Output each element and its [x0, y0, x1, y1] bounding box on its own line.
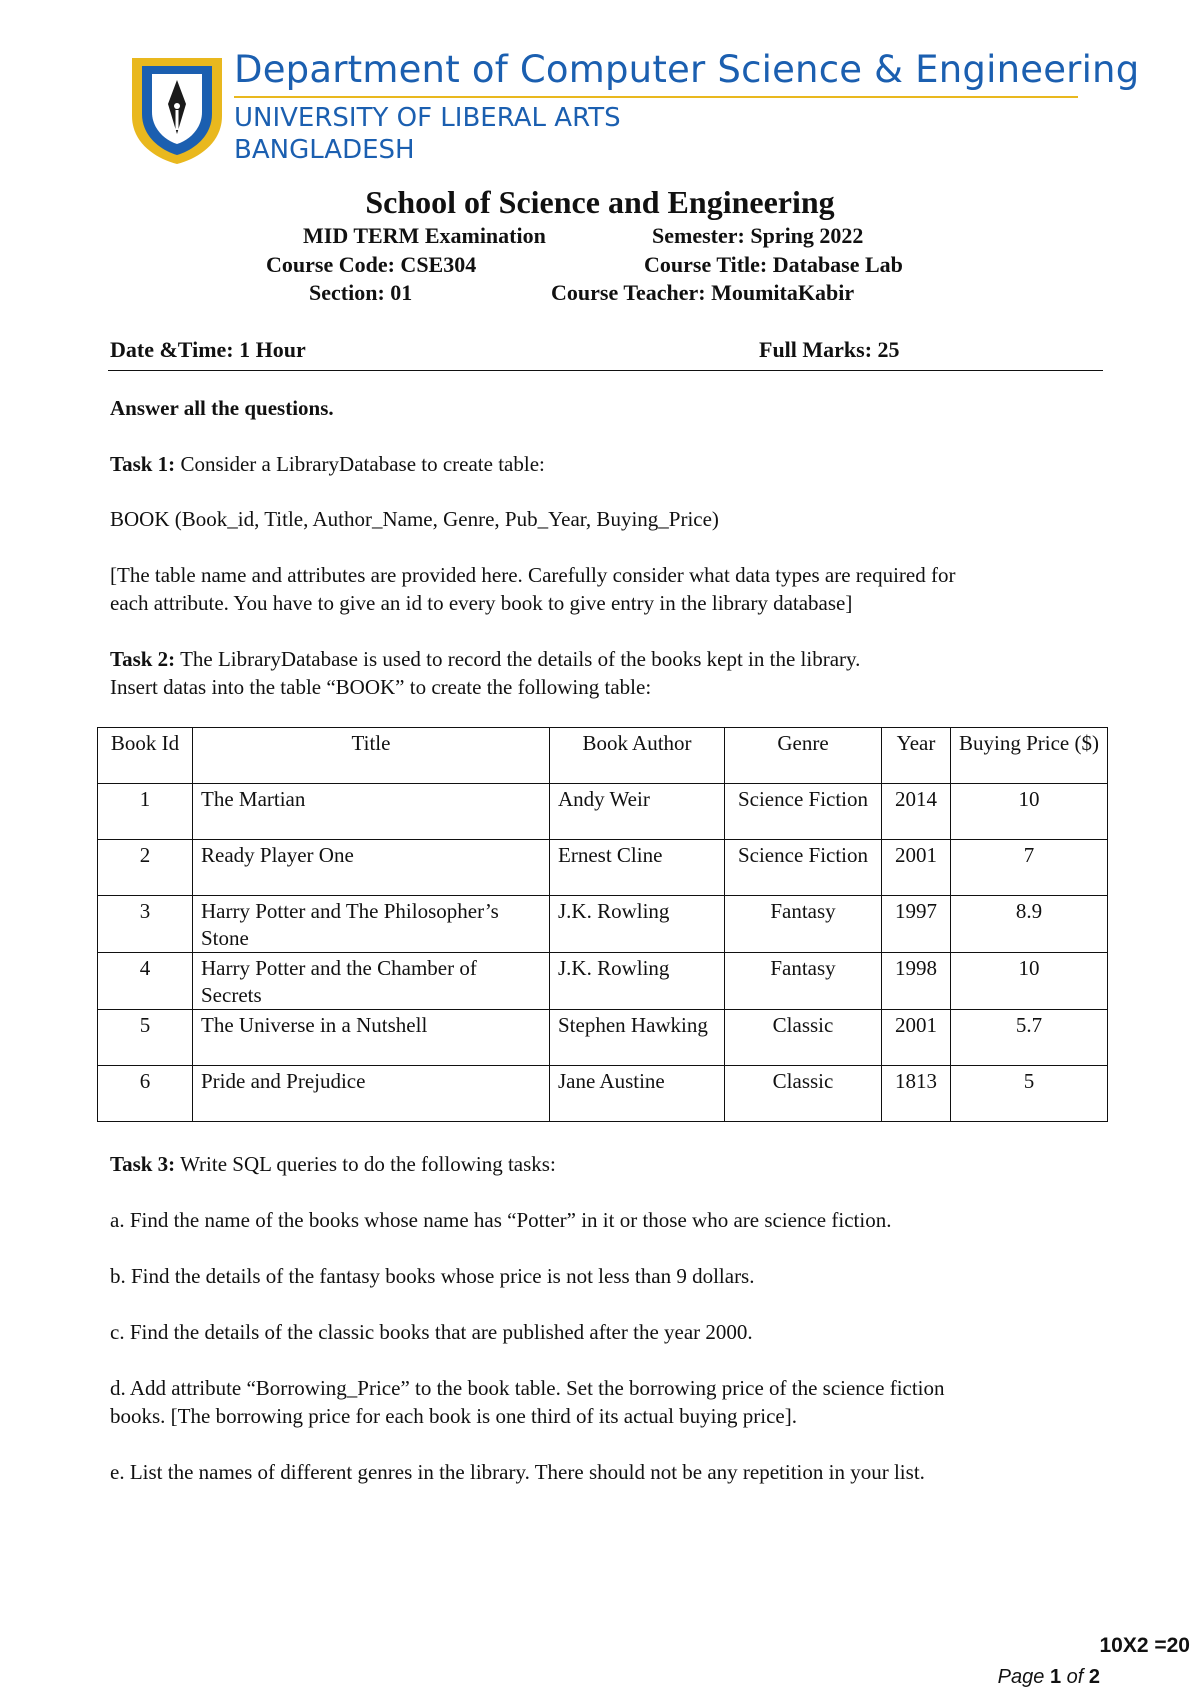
cell-author: J.K. Rowling	[550, 896, 725, 953]
page-number	[998, 1666, 1100, 1689]
cell-year: 1997	[882, 896, 951, 953]
cell-book-id: 3	[98, 896, 193, 953]
cell-title: Pride and Prejudice	[193, 1066, 550, 1122]
task3-question-d-line-1: d. Add attribute “Borrowing_Price” to the book table. Set the borrowing price of the science fiction	[110, 1376, 945, 1400]
task2-text-line-1: The LibraryDatabase is used to record the details of the books kept in the library.	[180, 647, 861, 671]
course-title: Course Title: Database Lab	[644, 252, 903, 277]
task1-label: Task 1:	[110, 452, 176, 476]
cell-title: The Martian	[193, 784, 550, 840]
date-time: Date &Time: 1 Hour	[110, 337, 306, 362]
school-title: School of Science and Engineering	[365, 184, 835, 220]
task1-note-line-1: [The table name and attributes are provided here. Carefully consider what data types are required for	[110, 563, 956, 587]
cell-price: 10	[951, 784, 1108, 840]
task3-heading	[110, 1150, 556, 1178]
task3-question-d-line-2: books. [The borrowing price for each book is one third of its actual buying price].	[110, 1404, 797, 1428]
task1-schema: BOOK (Book_id, Title, Author_Name, Genre, Pub_Year, Buying_Price)	[110, 507, 719, 531]
cell-genre: Fantasy	[725, 953, 882, 1010]
cell-title: The Universe in a Nutshell	[193, 1010, 550, 1066]
cell-book-id: 1	[98, 784, 193, 840]
task3-label: Task 3:	[110, 1152, 176, 1176]
task3-question-a: a. Find the name of the books whose name has “Potter” in it or those who are science fiction.	[110, 1208, 892, 1232]
course-code: Course Code: CSE304	[266, 252, 477, 277]
cell-book-id: 5	[98, 1010, 193, 1066]
university-crest-icon	[128, 54, 226, 166]
semester: Semester: Spring 2022	[652, 223, 864, 248]
header-buying-price: Buying Price ($)	[951, 728, 1108, 784]
cell-price: 5	[951, 1066, 1108, 1122]
section: Section: 01	[309, 280, 413, 305]
table-row	[98, 784, 1108, 840]
university-line-1: UNIVERSITY OF LIBERAL ARTS	[234, 103, 621, 133]
cell-author: Jane Austine	[550, 1066, 725, 1122]
instructions: Answer all the questions.	[110, 396, 334, 420]
cell-author: Stephen Hawking	[550, 1010, 725, 1066]
cell-year: 1813	[882, 1066, 951, 1122]
task3-text: Write SQL queries to do the following tasks:	[180, 1152, 556, 1176]
table-row	[98, 840, 1108, 896]
cell-book-id: 4	[98, 953, 193, 1010]
header-divider	[234, 96, 1078, 98]
cell-year: 2001	[882, 840, 951, 896]
page-current: 1	[1049, 1666, 1062, 1688]
course-teacher: Course Teacher: MoumitaKabir	[551, 280, 855, 305]
header-rule	[108, 370, 1103, 371]
header-book-id: Book Id	[98, 728, 193, 784]
cell-genre: Science Fiction	[725, 840, 882, 896]
university-line-2: BANGLADESH	[234, 135, 415, 165]
header-genre: Genre	[725, 728, 882, 784]
cell-genre: Classic	[725, 1066, 882, 1122]
cell-price: 7	[951, 840, 1108, 896]
cell-genre: Science Fiction	[725, 784, 882, 840]
cell-author: Andy Weir	[550, 784, 725, 840]
table-row	[98, 1066, 1108, 1122]
page-total: 2	[1088, 1666, 1100, 1688]
header-book-author: Book Author	[550, 728, 725, 784]
marks-breakdown: 10X2 =20	[1099, 1634, 1190, 1657]
cell-book-id: 6	[98, 1066, 193, 1122]
table-header-row	[98, 728, 1108, 784]
page-of: of	[1066, 1666, 1084, 1688]
cell-author: Ernest Cline	[550, 840, 725, 896]
task1-text: Consider a LibraryDatabase to create table:	[180, 452, 545, 476]
cell-year: 2014	[882, 784, 951, 840]
cell-price: 10	[951, 953, 1108, 1010]
book-table	[97, 727, 1108, 1122]
cell-title: Ready Player One	[193, 840, 550, 896]
table-row	[98, 953, 1108, 1010]
cell-price: 8.9	[951, 896, 1108, 953]
task3-question-c: c. Find the details of the classic books that are published after the year 2000.	[110, 1320, 753, 1344]
cell-price: 5.7	[951, 1010, 1108, 1066]
cell-book-id: 2	[98, 840, 193, 896]
exam-type: MID TERM Examination	[303, 223, 546, 248]
cell-title: Harry Potter and the Chamber of Secrets	[193, 953, 550, 1010]
cell-genre: Classic	[725, 1010, 882, 1066]
cell-year: 2001	[882, 1010, 951, 1066]
cell-genre: Fantasy	[725, 896, 882, 953]
university-name	[234, 102, 621, 166]
table-row	[98, 1010, 1108, 1066]
full-marks: Full Marks: 25	[759, 337, 900, 362]
task2-label: Task 2:	[110, 647, 176, 671]
cell-author: J.K. Rowling	[550, 953, 725, 1010]
department-name: Department of Computer Science & Engineering	[234, 48, 1140, 91]
cell-title: Harry Potter and The Philosopher’s Stone	[193, 896, 550, 953]
table-row	[98, 896, 1108, 953]
page-prefix: Page	[997, 1666, 1045, 1688]
header-year: Year	[882, 728, 951, 784]
header-title: Title	[193, 728, 550, 784]
cell-year: 1998	[882, 953, 951, 1010]
task2-heading	[110, 645, 860, 673]
task3-question-e: e. List the names of different genres in the library. There should not be any repetition in your list.	[110, 1460, 925, 1484]
task1-note-line-2: each attribute. You have to give an id to every book to give entry in the library database]	[110, 591, 853, 615]
task2-text-line-2: Insert datas into the table “BOOK” to create the following table:	[110, 675, 652, 699]
task3-question-b: b. Find the details of the fantasy books whose price is not less than 9 dollars.	[110, 1264, 755, 1288]
task1-heading	[110, 450, 545, 478]
